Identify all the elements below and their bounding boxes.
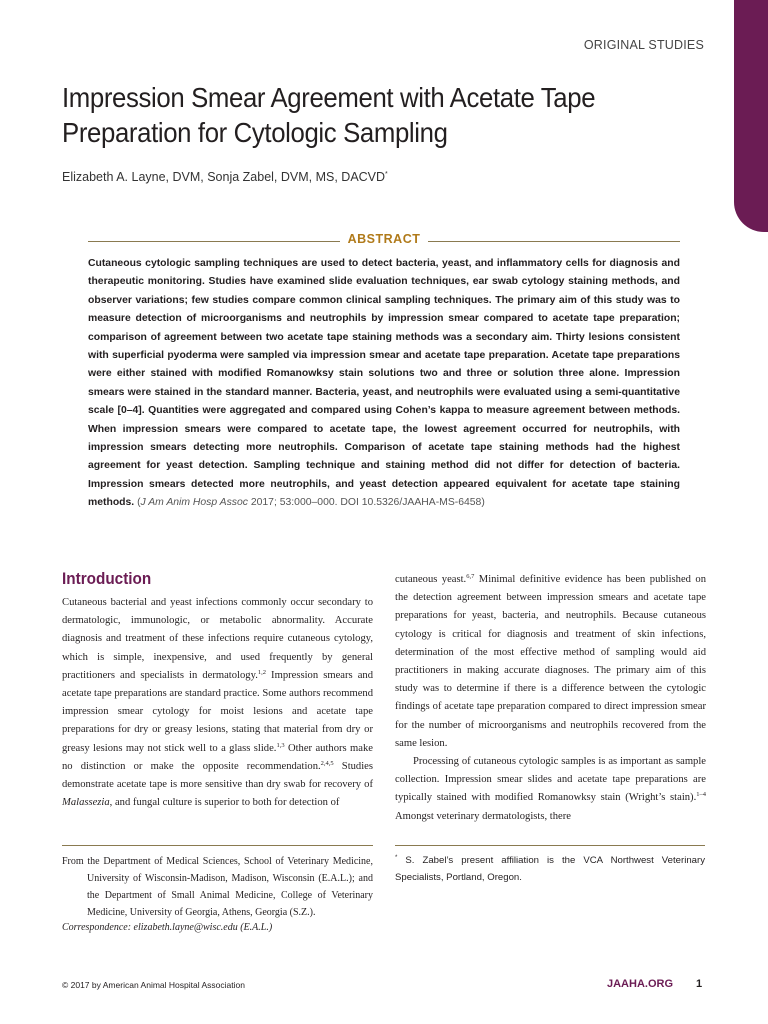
author-list: [62, 170, 388, 184]
abstract-rule-right: [428, 241, 680, 242]
footnote-rule-left: [62, 845, 373, 846]
intro-text: Cutaneous bacterial and yeast infections commonly occur secondary to dermatologic, immunologic, or metabolic abnormality. Accurate diagnosis and treatment of these infections require cutaneous cytology, which is simple, inexpensive, and used frequently by general practitioners and specialists in dermatology.: [62, 597, 373, 681]
title-line-2: Preparation for Cytologic Sampling: [62, 117, 448, 148]
intro-paragraph-1-cont: [395, 571, 706, 753]
citation-ref: 6,7: [466, 573, 475, 580]
citation-ref: 1,3: [276, 741, 285, 749]
footnote-mark: *: [395, 855, 398, 861]
article-title: [62, 80, 651, 150]
author-affiliation-note: [395, 852, 705, 886]
intro-right-column: [395, 571, 706, 826]
journal-site-link[interactable]: JAAHA.ORG: [607, 978, 674, 990]
correspondence-note: Correspondence: elizabeth.layne@wisc.edu (E.A.L.): [62, 922, 273, 933]
abstract-citation: (J Am Anim Hosp Assoc 2017; 53:000–000. DOI 10.5326/JAAHA-MS-6458): [137, 497, 485, 509]
intro-paragraph-1: [62, 594, 373, 812]
copyright-notice: © 2017 by American Animal Hospital Association: [62, 980, 245, 990]
title-line-1: Impression Smear Agreement with Acetate Tape: [62, 82, 596, 113]
citation-ref: 1,2: [257, 668, 266, 676]
citation-ref: 1–4: [696, 791, 706, 799]
intro-text: , and fungal culture is superior to both for detection of: [109, 797, 340, 809]
section-color-tab: [734, 0, 768, 232]
footnote-rule-right: [395, 845, 705, 846]
citation-details: 2017; 53:000–000. DOI 10.5326/JAAHA-MS-6458): [250, 497, 485, 509]
author-footnote-mark: *: [385, 170, 388, 178]
section-label: ORIGINAL STUDIES: [583, 38, 704, 52]
authors-text: Elizabeth A. Layne, DVM, Sonja Zabel, DVM, MS, DACVD: [62, 170, 386, 184]
citation-journal: J Am Anim Hosp Assoc: [140, 497, 248, 509]
page-number: 1: [696, 978, 703, 990]
introduction-heading: Introduction: [62, 569, 152, 588]
intro-text: Minimal definitive evidence has been published on the detection agreement between impression smears and acetate tape preparations for yeast, bacteria, and neutrophils. Because cutaneous cytology is critical for diagnosis and treatment of skin infections, determination of the most effective method of sampling would aid practitioners in making accurate diagnoses. The primary aim of this study was to determine if there is a difference between the cytologic findings of acetate tape preparation compared to direct impression smear for the number of microorganisms and neutrophils recovered from the same lesion.: [395, 574, 706, 749]
author-note-text: S. Zabel’s present affiliation is the VCA Northwest Veterinary Specialists, Portland, Oregon.: [395, 855, 705, 883]
affiliation-text: From the Department of Medical Sciences, School of Veterinary Medicine, University of Wisconsin-Madison, Madison, Wisconsin (E.A.L.); and the Department of Small Animal Medicine, College of Veterinary Medicine, University of Georgia, Athens, Georgia (S.Z.).: [62, 856, 373, 918]
abstract-body: Cutaneous cytologic sampling techniques are used to detect bacteria, yeast, and inflammatory cells for diagnosis and therapeutic monitoring. Studies have examined slide evaluation techniques, ear swab cytology staining methods, and observer variations; few studies compare common clinical sampling techniques. The primary aim of this study was to measure detection of microorganisms and neutrophils by impression smear compared to acetate tape preparation; comparison of agreement between two acetate tape staining methods was a secondary aim. Thirty lesions consistent with superficial pyoderma were sampled via impression smear and acetate tape preparation. Acetate tape preparations were either stained with modified Romanowksy stain solutions two and three or solution three alone. Impression smears were stained in the standard manner. Bacteria, yeast, and neutrophils were evaluated using a semi-quantitative scale [0–4]. Quantities were aggregated and compared using Cohen’s kappa to measure agreement between methods. When impression smears were compared to acetate tape, the lowest agreement occurred for neutrophils, with impression smears detecting more neutrophils. Comparison of acetate tape staining methods had the highest agreement for yeast detection. Sampling technique and staining method did not differ for detection of bacteria. Impression smears detected more neutrophils, and yeast detection appeared equivalent for acetate tape staining methods.: [88, 258, 680, 509]
affiliation-footnote: [62, 853, 373, 921]
abstract-rule-left: [88, 241, 340, 242]
intro-text: cutaneous yeast.: [395, 574, 467, 585]
intro-text: Processing of cutaneous cytologic samples is as important as sample collection. Impression smear slides and acetate tape preparations are typically stained with modified Romanowksy stain (Wright’s stain).: [395, 756, 706, 804]
intro-text: Amongst veterinary dermatologists, there: [395, 810, 571, 822]
citation-ref: 2,4,5: [320, 759, 334, 767]
intro-left-column: [62, 594, 373, 812]
abstract-text: [88, 255, 680, 513]
intro-text: Studies demonstrate acetate tape is more sensitive than dry swab for recovery of: [62, 760, 373, 791]
intro-text: Other authors make no distinction or make the opposite recommendation.: [62, 742, 373, 772]
intro-text: Impression smears and acetate tape preparations are standard practice. Some authors recommend impression smear cytology for moist lesions and acetate tape preparations for dry or greasy lesions, stating that material from dry or greasy lesions may not stick well to a glass slide.: [62, 669, 373, 754]
intro-paragraph-2: [395, 753, 706, 826]
genus-name: Malassezia: [62, 797, 110, 809]
abstract-heading: ABSTRACT: [347, 232, 421, 246]
